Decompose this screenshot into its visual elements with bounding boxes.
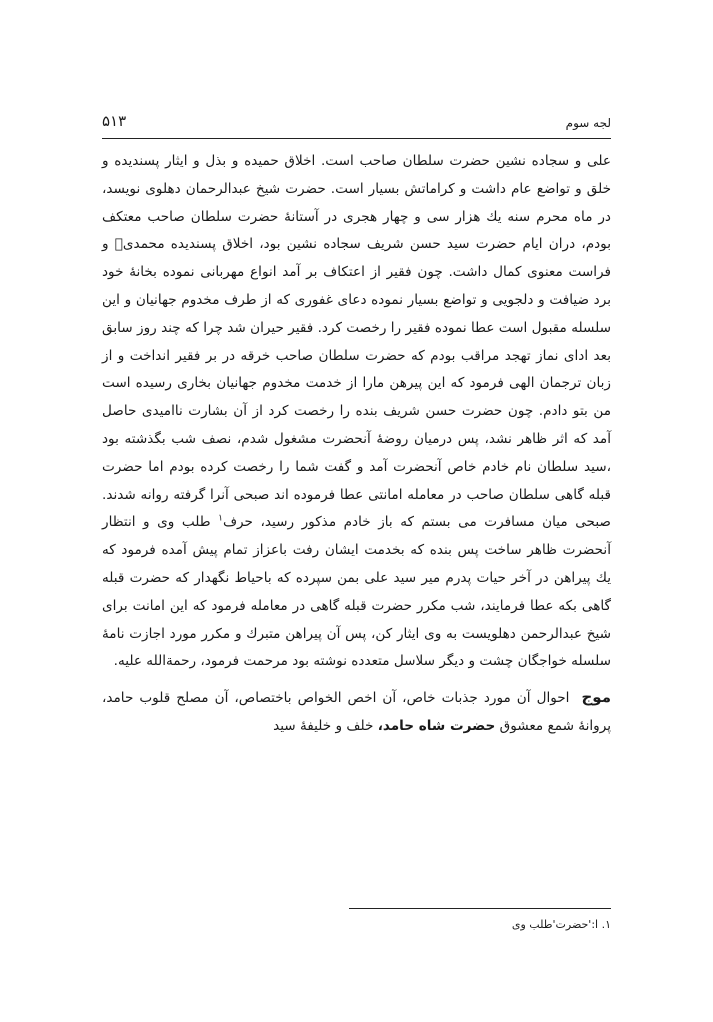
footnote-reference: ۱ — [218, 513, 223, 524]
body-text — [102, 148, 611, 741]
header-rule — [102, 138, 611, 139]
paragraph-1 — [102, 148, 611, 676]
name-hazrat-shah-hamed: حضرت شاه حامد، — [377, 717, 496, 734]
running-title: لجه سوم — [565, 116, 611, 130]
paragraph-2-text-a: احوال آن مورد جذبات خاص، آن اخص الخواص باختصاص، آن مصلح قلوب حامد، پروانهٔ شمع معشوق — [102, 690, 611, 734]
paragraph-2 — [102, 684, 611, 741]
page-number: ۵۱۳ — [102, 112, 127, 130]
footnote: ۱. ا:'حضرت'طلب وی — [511, 918, 611, 931]
paragraph-1-text-end: طلب وی و انتظار آنحضرت ظاهر ساخت پس بنده که بخدمت ایشان رفت باعزاز تمام پیش آمده فرمود که یك پیراهن در آخر حیات پدرم میر سید علی بمن سپرده که باحیاط نگهدار که حضرت قبله گاهی بکه عطا فرمایند، شب مکرر حضرت قبله گاهی در معامله فرمود که این امانت برای شیخ عبدالرحمن دهلویست به وی ایثار کن، پس آن پیراهن متبرك و مکرر مورد اجازت نامهٔ سلسله خواجگان چشت و دیگر سلاسل متعدده نوشته بود مرحمت فرمود، رحمةالله علیه. — [102, 514, 611, 670]
page-header — [102, 112, 611, 136]
paragraph-1-text: علی و سجاده نشین حضرت سلطان صاحب است. اخلاق حمیده و بذل و ایثار پسندیده و خلق و تواضع عام داشت و کراماتش بسیار است. حضرت شیخ عبدالرحمان دهلوی نویسد، در ماه محرم سنه یك هزار سی و چهار هجری در آستانهٔ حضرت سلطان صاحب معتکف بودم، دران ایام حضرت سید حسن شریف سجاده نشین بود، اخلاق پسندیده محمدیؐ و فراست معنوی کمال داشت. چون فقیر از اعتکاف بر آمد انواع مهربانی نموده بخانهٔ خود برد ضیافت و دلجویی و تواضع بسیار نموده دعای غفوری که از طرف مخدوم جهانیان و این سلسله مقبول است عطا نموده فقیر را رخصت کرد. فقیر حیران شد چرا که چند روز سابق بعد ادای نماز تهجد مراقب بودم که حضرت سلطان صاحب خرقه در بر فقیر انداخت و از زبان ترجمان الهی فرمود که این پیرهن مارا از خدمت مخدوم جهانیان بخاری رسیده است من بتو دادم. چون حضرت حسن شریف بنده را رخصت کرد از آن بشارت ناامیدی حاصل آمد که اثر ظاهر نشد، پس درمیان روضهٔ آنحضرت مشغول شدم، نصف شب بگذشته بود ،سید سلطان نام خادم خاص آنحضرت آمد و گفت شما را رخصت کرده بودم اما حضرت قبله گاهی سلطان صاحب در معامله امانتی عطا فرموده اند صبحی آنرا گرفته روانه شدند. صبحی میان مسافرت می بستم که باز خادم مذکور رسید، حرف — [102, 153, 611, 531]
section-marker-mawj: موج — [581, 688, 611, 707]
footnote-rule — [349, 908, 611, 909]
paragraph-2-text-b: خلف و خلیفهٔ سید — [273, 717, 374, 734]
